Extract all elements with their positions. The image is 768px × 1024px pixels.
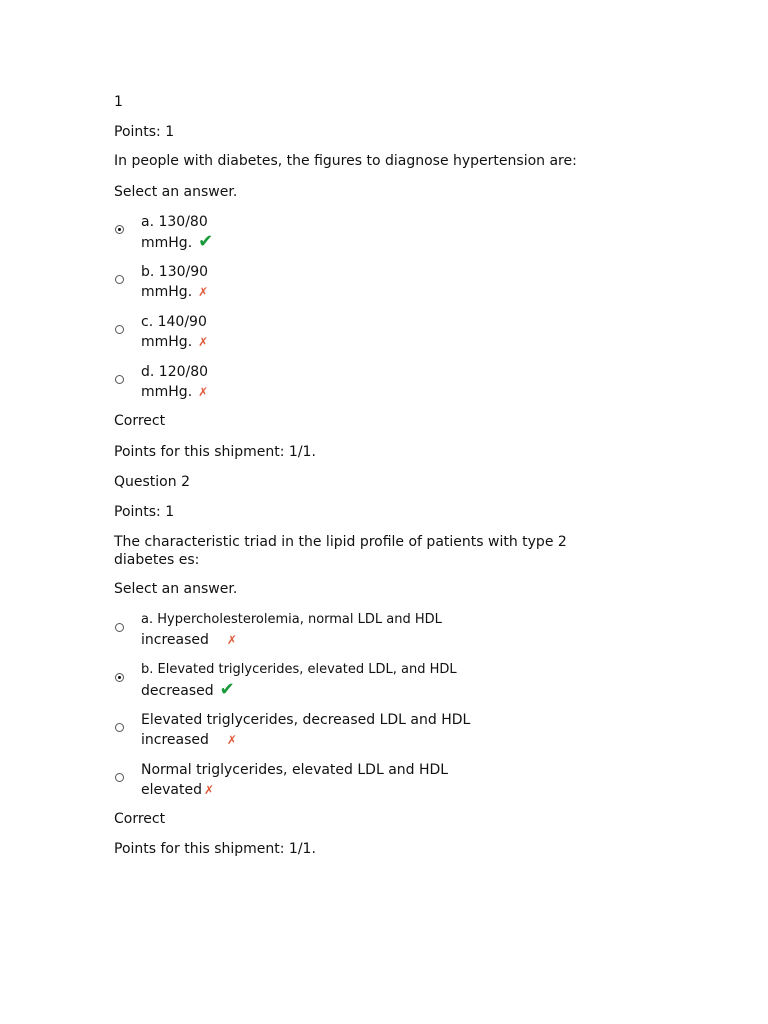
answer-instruction: Select an answer. bbox=[114, 184, 238, 200]
score-text: Points for this shipment: 1/1. bbox=[114, 444, 316, 460]
incorrect-cross-icon: ✗ bbox=[226, 733, 237, 747]
answer-instruction: Select an answer. bbox=[114, 581, 238, 597]
answer-option-b[interactable] bbox=[114, 660, 614, 700]
question-number: Question 2 bbox=[114, 474, 190, 490]
option-label: Normal triglycerides, elevated LDL and HDL elevated ✗ bbox=[141, 762, 449, 798]
answer-option-a[interactable] bbox=[114, 212, 614, 252]
option-label: d. 120/80 mmHg. ✗ bbox=[141, 364, 209, 400]
option-label: c. 140/90 mmHg. ✗ bbox=[141, 314, 209, 350]
incorrect-cross-icon: ✗ bbox=[203, 783, 215, 797]
question-number: 1 bbox=[114, 94, 123, 110]
answer-option-c[interactable] bbox=[114, 710, 614, 750]
radio-button[interactable] bbox=[115, 623, 124, 632]
option-label: b. 130/90 mmHg. ✗ bbox=[141, 264, 209, 300]
option-label: Elevated triglycerides, decreased LDL and HDL increased ✗ bbox=[141, 712, 471, 748]
correct-check-icon: ✔ bbox=[198, 231, 214, 252]
option-label: a. Hypercholesterolemia, normal LDL and HDL increased ✗ bbox=[141, 612, 442, 648]
incorrect-cross-icon: ✗ bbox=[226, 633, 237, 647]
answer-option-d[interactable] bbox=[114, 760, 614, 800]
radio-button[interactable] bbox=[115, 375, 124, 384]
radio-button-selected[interactable] bbox=[115, 673, 124, 682]
incorrect-cross-icon: ✗ bbox=[198, 285, 209, 299]
incorrect-cross-icon: ✗ bbox=[198, 335, 209, 349]
incorrect-cross-icon: ✗ bbox=[198, 385, 209, 399]
answer-option-b[interactable] bbox=[114, 262, 614, 302]
radio-button[interactable] bbox=[115, 275, 124, 284]
answer-option-a[interactable] bbox=[114, 610, 614, 650]
score-text: Points for this shipment: 1/1. bbox=[114, 841, 316, 857]
radio-button[interactable] bbox=[115, 723, 124, 732]
question-text: The characteristic triad in the lipid profile of patients with type 2 diabetes es: bbox=[114, 534, 567, 568]
radio-button-selected[interactable] bbox=[115, 225, 124, 234]
question-points: Points: 1 bbox=[114, 504, 175, 520]
question-text: In people with diabetes, the figures to diagnose hypertension are: bbox=[114, 153, 577, 169]
option-label: a. 130/80 mmHg. ✔ bbox=[141, 214, 214, 252]
answer-option-c[interactable] bbox=[114, 312, 614, 352]
correct-check-icon: ✔ bbox=[219, 679, 235, 700]
question-points: Points: 1 bbox=[114, 124, 175, 140]
answer-option-d[interactable] bbox=[114, 362, 614, 402]
radio-button[interactable] bbox=[115, 773, 124, 782]
result-status: Correct bbox=[114, 811, 166, 827]
option-label: b. Elevated triglycerides, elevated LDL, and HDL decreased ✔ bbox=[141, 662, 457, 700]
result-status: Correct bbox=[114, 413, 166, 429]
radio-button[interactable] bbox=[115, 325, 124, 334]
